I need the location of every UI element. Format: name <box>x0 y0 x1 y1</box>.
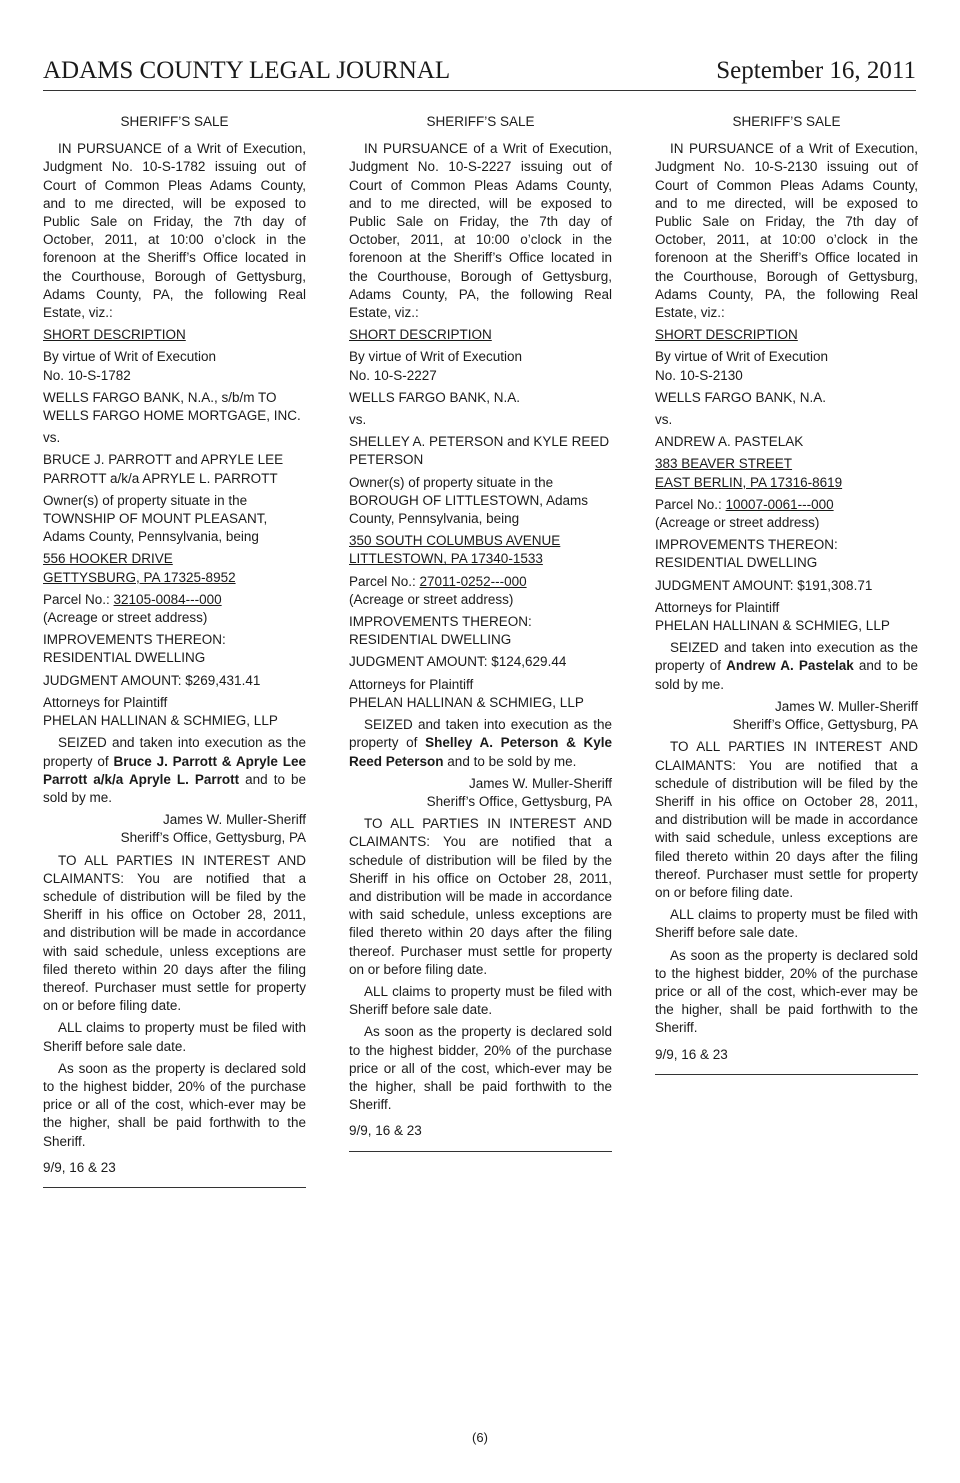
sheriff-signature <box>43 811 306 847</box>
owner-statement: Owner(s) of property situate in the TOWNSHIP OF MOUNT PLEASANT, Adams County, Pennsylvania, being <box>43 492 268 545</box>
publication-dates: 9/9, 16 & 23 <box>655 1046 728 1062</box>
notice-divider <box>349 1151 612 1152</box>
issue-date: September 16, 2011 <box>716 57 916 84</box>
notice-intro: IN PURSUANCE of a Writ of Execution, Judgment No. 10-S-2227 issuing out of Court of Common Pleas Adams County, and to me directed, will be exposed to Public Sale on Friday, the 7th day of October, 2011, at 10:00 o’clock in the forenoon at the Sheriff’s Office located in the Courthouse, Borough of Gettysburg, Adams County, PA, the following Real Estate, viz.: <box>349 141 612 321</box>
address-line-2: GETTYSBURG, PA 17325-8952 <box>43 569 236 585</box>
publication-dates: 9/9, 16 & 23 <box>349 1123 422 1139</box>
address-line-1: 383 BEAVER STREET <box>655 456 793 472</box>
acreage-note: (Acreage or street address) <box>43 610 208 626</box>
defendant: BRUCE J. PARROTT and APRYLE LEE PARROTT a/k/a APRYLE L. PARROTT <box>43 452 284 486</box>
property-owner-name: Shelley A. Peterson & Kyle Reed Peterson <box>349 735 612 769</box>
short-description-label: SHORT DESCRIPTION <box>655 327 798 343</box>
notice-column-1 <box>43 113 306 1188</box>
improvements <box>43 631 306 667</box>
seized-pre: SEIZED and taken into execution as the property of <box>655 640 918 674</box>
seized-post: and to be sold by me. <box>655 658 918 692</box>
attorneys-label: Attorneys for Plaintiff <box>349 676 474 692</box>
notice-divider <box>43 1187 306 1188</box>
address-line-1: 556 HOOKER DRIVE <box>43 551 173 567</box>
improvements <box>655 536 918 572</box>
notice-column-2 <box>349 113 612 1152</box>
attorneys-firm: PHELAN HALLINAN & SCHMIEG, LLP <box>349 694 584 710</box>
writ-label: By virtue of Writ of Execution <box>43 349 217 365</box>
parcel-label: Parcel No.: <box>43 591 114 607</box>
seized-post: and to be sold by me. <box>443 753 577 769</box>
notice-heading: SHERIFF’S SALE <box>732 114 841 129</box>
writ-label: By virtue of Writ of Execution <box>655 349 829 365</box>
bid-terms: As soon as the property is declared sold to the highest bidder, 20% of the purchase price or all of the cost, which-ever may be the higher, shall be paid forthwith to the Sheriff. <box>655 947 918 1036</box>
defendant: ANDREW A. PASTELAK <box>655 434 804 450</box>
notice-intro: IN PURSUANCE of a Writ of Execution, Judgment No. 10-S-2130 issuing out of Court of Common Pleas Adams County, and to me directed, will be exposed to Public Sale on Friday, the 7th day of October, 2011, at 10:00 o’clock in the forenoon at the Sheriff’s Office located in the Courthouse, Borough of Gettysburg, Adams County, PA, the following Real Estate, viz.: <box>655 141 918 321</box>
versus: vs. <box>655 412 673 428</box>
bid-terms: As soon as the property is declared sold to the highest bidder, 20% of the purchase price or all of the cost, which-ever may be the higher, shall be paid forthwith to the Sheriff. <box>349 1024 612 1113</box>
page-number: (6) <box>472 1430 488 1445</box>
parcel-number: 10007-0061---000 <box>725 496 834 512</box>
parcel-number: 27011-0252---000 <box>419 573 527 589</box>
judgment-amount: JUDGMENT AMOUNT: $124,629.44 <box>349 654 567 670</box>
attorneys-label: Attorneys for Plaintiff <box>655 599 780 615</box>
plaintiff: WELLS FARGO BANK, N.A. <box>655 389 827 405</box>
short-description-label: SHORT DESCRIPTION <box>349 327 492 343</box>
judgment-amount: JUDGMENT AMOUNT: $269,431.41 <box>43 672 261 688</box>
writ-number: No. 10-S-2130 <box>655 367 743 383</box>
seized-statement <box>655 639 918 694</box>
page-header <box>43 52 916 91</box>
property-owner-name: Andrew A. Pastelak <box>726 658 854 674</box>
claims-notice: ALL claims to property must be filed with Sheriff before sale date. <box>43 1020 306 1054</box>
attorneys <box>655 599 918 635</box>
sheriff-name: James W. Muller-Sheriff <box>162 812 306 828</box>
address-line-1: 350 SOUTH COLUMBUS AVENUE <box>349 533 561 549</box>
improvements-label: IMPROVEMENTS THEREON: <box>655 537 838 553</box>
parcel-label: Parcel No.: <box>655 496 726 512</box>
sheriff-office: Sheriff’s Office, Gettysburg, PA <box>426 793 612 809</box>
parties-notice: TO ALL PARTIES IN INTEREST AND CLAIMANTS: You are notified that a schedule of distribution will be filed by the Sheriff in his office on October 28, 2011, and distribution will be made in accordance with said schedule, unless exceptions are filed thereto within 20 days after the filing thereof. Purchaser must settle for property on or before filing date. <box>349 816 612 977</box>
plaintiff: WELLS FARGO BANK, N.A., s/b/m TO WELLS FARGO HOME MORTGAGE, INC. <box>43 389 301 424</box>
sheriff-name: James W. Muller-Sheriff <box>468 775 612 791</box>
notice-heading: SHERIFF’S SALE <box>426 114 535 129</box>
versus: vs. <box>349 412 367 428</box>
attorneys <box>349 676 612 712</box>
improvements-value: RESIDENTIAL DWELLING <box>349 632 512 648</box>
parcel-info <box>43 591 306 627</box>
parcel-info <box>655 496 918 532</box>
notice-divider <box>655 1074 918 1075</box>
publication-dates: 9/9, 16 & 23 <box>43 1159 116 1175</box>
defendant: SHELLEY A. PETERSON and KYLE REED PETERSON <box>349 434 610 468</box>
claims-notice: ALL claims to property must be filed with Sheriff before sale date. <box>655 907 918 941</box>
plaintiff: WELLS FARGO BANK, N.A. <box>349 389 521 405</box>
property-address <box>655 455 918 491</box>
parties-notice: TO ALL PARTIES IN INTEREST AND CLAIMANTS: You are notified that a schedule of distribution will be filed by the Sheriff in his office on October 28, 2011, and distribution will be made in accordance with said schedule, unless exceptions are filed thereto within 20 days after the filing thereof. Purchaser must settle for property on or before filing date. <box>655 739 918 900</box>
improvements-label: IMPROVEMENTS THEREON: <box>43 632 226 648</box>
seized-pre: SEIZED and taken into execution as the property of <box>349 717 612 751</box>
attorneys-firm: PHELAN HALLINAN & SCHMIEG, LLP <box>43 713 278 729</box>
property-address <box>349 532 612 568</box>
writ-number: No. 10-S-2227 <box>349 367 437 383</box>
sheriff-signature <box>349 775 612 811</box>
property-owner-name: Bruce J. Parrott & Apryle Lee Parrott a/k/a Apryle L. Parrott <box>43 753 306 787</box>
sheriff-name: James W. Muller-Sheriff <box>774 698 918 714</box>
writ-number: No. 10-S-1782 <box>43 367 131 383</box>
address-line-2: LITTLESTOWN, PA 17340-1533 <box>349 551 543 567</box>
improvements <box>349 613 612 649</box>
judgment-amount: JUDGMENT AMOUNT: $191,308.71 <box>655 577 873 593</box>
parcel-info <box>349 573 612 609</box>
acreage-note: (Acreage or street address) <box>655 515 820 531</box>
writ-info <box>43 348 306 384</box>
address-line-2: EAST BERLIN, PA 17316-8619 <box>655 474 843 490</box>
writ-label: By virtue of Writ of Execution <box>349 349 523 365</box>
short-description-label: SHORT DESCRIPTION <box>43 327 186 343</box>
sheriff-signature <box>655 698 918 734</box>
writ-info <box>349 348 612 384</box>
acreage-note: (Acreage or street address) <box>349 591 514 607</box>
bid-terms: As soon as the property is declared sold to the highest bidder, 20% of the purchase price or all of the cost, which-ever may be the higher, shall be paid forthwith to the Sheriff. <box>43 1060 306 1149</box>
attorneys <box>43 694 306 730</box>
improvements-value: RESIDENTIAL DWELLING <box>43 650 206 666</box>
writ-info <box>655 348 918 384</box>
parcel-label: Parcel No.: <box>349 573 420 589</box>
notice-column-3 <box>655 113 918 1075</box>
seized-statement <box>349 716 612 771</box>
improvements-label: IMPROVEMENTS THEREON: <box>349 614 532 630</box>
owner-statement: Owner(s) of property situate in the BOROUGH OF LITTLESTOWN, Adams County, Pennsylvania, being <box>349 474 589 527</box>
seized-post: and to be sold by me. <box>43 771 306 805</box>
parcel-number: 32105-0084---000 <box>113 591 222 607</box>
sheriff-office: Sheriff’s Office, Gettysburg, PA <box>120 830 306 846</box>
attorneys-label: Attorneys for Plaintiff <box>43 694 168 710</box>
sheriff-office: Sheriff’s Office, Gettysburg, PA <box>732 717 918 733</box>
attorneys-firm: PHELAN HALLINAN & SCHMIEG, LLP <box>655 618 890 634</box>
versus: vs. <box>43 430 61 446</box>
improvements-value: RESIDENTIAL DWELLING <box>655 555 818 571</box>
property-address <box>43 550 306 586</box>
notice-heading: SHERIFF’S SALE <box>120 114 229 129</box>
notice-intro: IN PURSUANCE of a Writ of Execution, Judgment No. 10-S-1782 issuing out of Court of Common Pleas Adams County, and to me directed, will be exposed to Public Sale on Friday, the 7th day of October, 2011, at 10:00 o’clock in the forenoon at the Sheriff’s Office located in the Courthouse, Borough of Gettysburg, Adams County, PA, the following Real Estate, viz.: <box>43 141 306 321</box>
parties-notice: TO ALL PARTIES IN INTEREST AND CLAIMANTS: You are notified that a schedule of distribution will be filed by the Sheriff in his office on October 28, 2011, and distribution will be made in accordance with said schedule, unless exceptions are filed thereto within 20 days after the filing thereof. Purchaser must settle for property on or before filing date. <box>43 852 306 1014</box>
seized-statement <box>43 734 306 807</box>
claims-notice: ALL claims to property must be filed with Sheriff before sale date. <box>349 983 612 1018</box>
journal-title: ADAMS COUNTY LEGAL JOURNAL <box>43 57 451 84</box>
seized-pre: SEIZED and taken into execution as the property of <box>43 735 306 769</box>
